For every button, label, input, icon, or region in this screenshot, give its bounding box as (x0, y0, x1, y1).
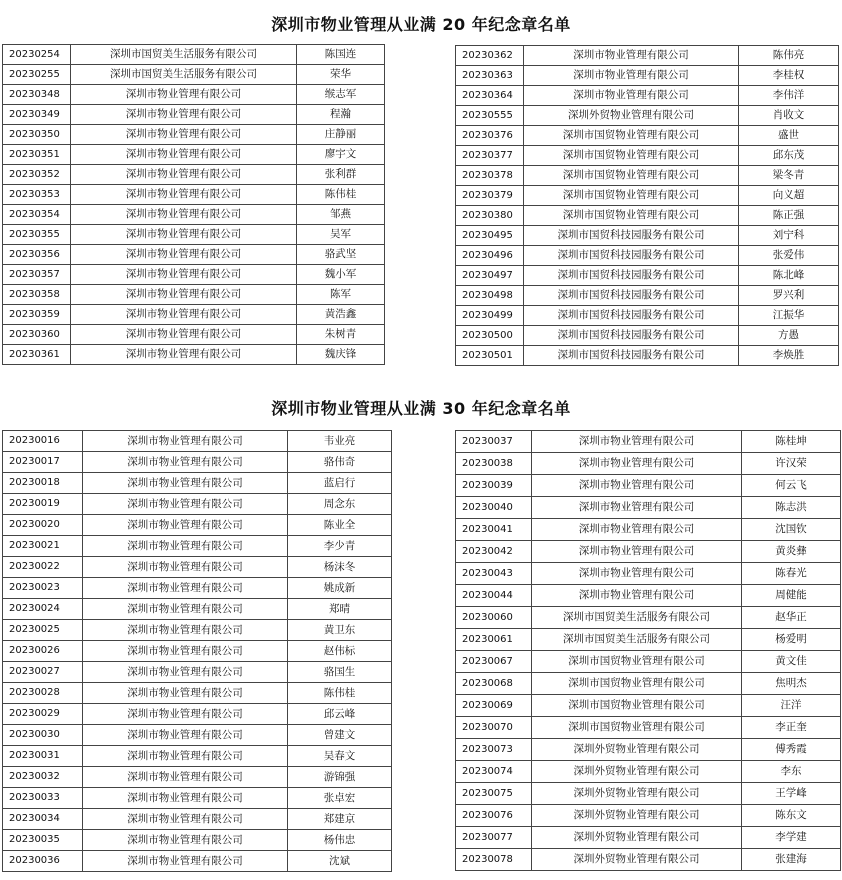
record-id: 20230027 (3, 662, 83, 683)
person-name: 陈东文 (742, 805, 841, 827)
company-name: 深圳外贸物业管理有限公司 (532, 783, 742, 805)
person-name: 郑晴 (288, 599, 392, 620)
person-name: 李焕胜 (739, 346, 839, 366)
table-row (3, 788, 392, 809)
company-name: 深圳市国贸美生活服务有限公司 (532, 629, 742, 651)
table-row (3, 85, 385, 105)
record-id: 20230061 (456, 629, 532, 651)
table-row (3, 809, 392, 830)
person-name: 李东 (742, 761, 841, 783)
record-id: 20230348 (3, 85, 71, 105)
table-row (456, 717, 841, 739)
record-id: 20230033 (3, 788, 83, 809)
table-row (3, 473, 392, 494)
table-row (456, 629, 841, 651)
person-name: 陈北峰 (739, 266, 839, 286)
table-row (456, 651, 841, 673)
company-name: 深圳市物业管理有限公司 (83, 473, 288, 494)
company-name: 深圳市物业管理有限公司 (71, 285, 297, 305)
record-id: 20230074 (456, 761, 532, 783)
table-row (3, 145, 385, 165)
person-name: 程瀚 (297, 105, 385, 125)
person-name: 陈伟桂 (288, 683, 392, 704)
record-id: 20230363 (456, 66, 524, 86)
person-name: 张利群 (297, 165, 385, 185)
record-id: 20230069 (456, 695, 532, 717)
person-name: 张爱伟 (739, 246, 839, 266)
company-name: 深圳外贸物业管理有限公司 (532, 761, 742, 783)
person-name: 李学建 (742, 827, 841, 849)
table-row (3, 452, 392, 473)
person-name: 黄浩鑫 (297, 305, 385, 325)
company-name: 深圳市国贸科技园服务有限公司 (524, 306, 739, 326)
person-name: 李伟洋 (739, 86, 839, 106)
person-name: 许汉荣 (742, 453, 841, 475)
record-id: 20230075 (456, 783, 532, 805)
company-name: 深圳市物业管理有限公司 (83, 641, 288, 662)
person-name: 焦明杰 (742, 673, 841, 695)
table-row (3, 65, 385, 85)
person-name: 骆国生 (288, 662, 392, 683)
record-id: 20230364 (456, 86, 524, 106)
record-id: 20230022 (3, 557, 83, 578)
person-name: 江振华 (739, 306, 839, 326)
record-id: 20230378 (456, 166, 524, 186)
company-name: 深圳市物业管理有限公司 (71, 345, 297, 365)
table-20-left (2, 44, 385, 365)
company-name: 深圳市物业管理有限公司 (532, 585, 742, 607)
person-name: 梁冬青 (739, 166, 839, 186)
record-id: 20230023 (3, 578, 83, 599)
record-id: 20230362 (456, 46, 524, 66)
record-id: 20230497 (456, 266, 524, 286)
record-id: 20230356 (3, 245, 71, 265)
table-row (3, 599, 392, 620)
person-name: 罗兴利 (739, 286, 839, 306)
person-name: 周健能 (742, 585, 841, 607)
person-name: 张卓宏 (288, 788, 392, 809)
person-name: 游锦强 (288, 767, 392, 788)
table-row (456, 126, 839, 146)
company-name: 深圳市国贸美生活服务有限公司 (71, 45, 297, 65)
record-id: 20230036 (3, 851, 83, 872)
record-id: 20230498 (456, 286, 524, 306)
company-name: 深圳市国贸物业管理有限公司 (532, 651, 742, 673)
company-name: 深圳市物业管理有限公司 (532, 541, 742, 563)
record-id: 20230070 (456, 717, 532, 739)
person-name: 陈志洪 (742, 497, 841, 519)
section-20-title: 深圳市物业管理从业满 20 年纪念章名单 (271, 15, 571, 34)
table-row (3, 662, 392, 683)
record-id: 20230349 (3, 105, 71, 125)
record-id: 20230078 (456, 849, 532, 871)
person-name: 周念东 (288, 494, 392, 515)
company-name: 深圳市物业管理有限公司 (83, 662, 288, 683)
table-row (456, 326, 839, 346)
company-name: 深圳市国贸美生活服务有限公司 (532, 607, 742, 629)
person-name: 廖宇文 (297, 145, 385, 165)
company-name: 深圳市物业管理有限公司 (532, 563, 742, 585)
person-name: 陈伟亮 (739, 46, 839, 66)
company-name: 深圳市物业管理有限公司 (83, 683, 288, 704)
table-row (3, 746, 392, 767)
table-row (3, 851, 392, 872)
company-name: 深圳市物业管理有限公司 (71, 325, 297, 345)
table-row (456, 585, 841, 607)
person-name: 邹燕 (297, 205, 385, 225)
record-id: 20230351 (3, 145, 71, 165)
table-row (3, 683, 392, 704)
company-name: 深圳市物业管理有限公司 (71, 85, 297, 105)
table-row (456, 346, 839, 366)
company-name: 深圳市物业管理有限公司 (71, 305, 297, 325)
table-row (456, 739, 841, 761)
person-name: 陈军 (297, 285, 385, 305)
table-row (456, 761, 841, 783)
company-name: 深圳市物业管理有限公司 (71, 225, 297, 245)
company-name: 深圳市国贸科技园服务有限公司 (524, 346, 739, 366)
record-id: 20230031 (3, 746, 83, 767)
company-name: 深圳市国贸物业管理有限公司 (524, 126, 739, 146)
record-id: 20230358 (3, 285, 71, 305)
record-id: 20230019 (3, 494, 83, 515)
table-20-right (455, 45, 839, 366)
company-name: 深圳市物业管理有限公司 (71, 105, 297, 125)
table-row (456, 849, 841, 871)
table-row (456, 186, 839, 206)
table-row (456, 106, 839, 126)
table-30-left (2, 430, 392, 872)
person-name: 陈桂坤 (742, 431, 841, 453)
record-id: 20230044 (456, 585, 532, 607)
company-name: 深圳市物业管理有限公司 (524, 46, 739, 66)
company-name: 深圳市物业管理有限公司 (532, 453, 742, 475)
record-id: 20230037 (456, 431, 532, 453)
company-name: 深圳外贸物业管理有限公司 (524, 106, 739, 126)
table-row (3, 431, 392, 452)
person-name: 汪洋 (742, 695, 841, 717)
table-row (3, 205, 385, 225)
table-row (456, 541, 841, 563)
table-30-right (455, 430, 841, 871)
record-id: 20230361 (3, 345, 71, 365)
person-name: 魏庆锋 (297, 345, 385, 365)
table-row (456, 266, 839, 286)
company-name: 深圳市物业管理有限公司 (83, 620, 288, 641)
person-name: 邱云峰 (288, 704, 392, 725)
company-name: 深圳市国贸科技园服务有限公司 (524, 246, 739, 266)
table-row (456, 206, 839, 226)
company-name: 深圳市国贸物业管理有限公司 (524, 186, 739, 206)
record-id: 20230501 (456, 346, 524, 366)
record-id: 20230359 (3, 305, 71, 325)
table-row (456, 46, 839, 66)
record-id: 20230499 (456, 306, 524, 326)
company-name: 深圳市物业管理有限公司 (83, 452, 288, 473)
person-name: 李桂权 (739, 66, 839, 86)
person-name: 吴军 (297, 225, 385, 245)
table-row (456, 86, 839, 106)
table-row (3, 325, 385, 345)
table-row (3, 830, 392, 851)
company-name: 深圳市国贸科技园服务有限公司 (524, 326, 739, 346)
table-row (456, 286, 839, 306)
record-id: 20230360 (3, 325, 71, 345)
table-row (456, 783, 841, 805)
company-name: 深圳市物业管理有限公司 (532, 475, 742, 497)
person-name: 李少青 (288, 536, 392, 557)
table-row (456, 827, 841, 849)
record-id: 20230016 (3, 431, 83, 452)
company-name: 深圳市国贸物业管理有限公司 (532, 717, 742, 739)
table-row (3, 285, 385, 305)
company-name: 深圳市物业管理有限公司 (83, 809, 288, 830)
person-name: 赵华正 (742, 607, 841, 629)
record-id: 20230068 (456, 673, 532, 695)
record-id: 20230354 (3, 205, 71, 225)
company-name: 深圳市国贸科技园服务有限公司 (524, 286, 739, 306)
company-name: 深圳市物业管理有限公司 (524, 86, 739, 106)
company-name: 深圳市国贸科技园服务有限公司 (524, 266, 739, 286)
table-row (456, 431, 841, 453)
table-row (456, 453, 841, 475)
company-name: 深圳市物业管理有限公司 (71, 205, 297, 225)
record-id: 20230028 (3, 683, 83, 704)
table-row (3, 578, 392, 599)
table-row (3, 345, 385, 365)
person-name: 姚成新 (288, 578, 392, 599)
record-id: 20230376 (456, 126, 524, 146)
table-row (3, 704, 392, 725)
person-name: 杨伟忠 (288, 830, 392, 851)
table-row (456, 497, 841, 519)
record-id: 20230039 (456, 475, 532, 497)
table-row (3, 536, 392, 557)
table-row (456, 166, 839, 186)
person-name: 黄文佳 (742, 651, 841, 673)
table-row (456, 475, 841, 497)
record-id: 20230496 (456, 246, 524, 266)
company-name: 深圳市国贸物业管理有限公司 (524, 146, 739, 166)
company-name: 深圳市物业管理有限公司 (532, 519, 742, 541)
record-id: 20230067 (456, 651, 532, 673)
person-name: 魏小军 (297, 265, 385, 285)
person-name: 刘宁科 (739, 226, 839, 246)
company-name: 深圳外贸物业管理有限公司 (532, 827, 742, 849)
record-id: 20230255 (3, 65, 71, 85)
table-row (3, 494, 392, 515)
record-id: 20230018 (3, 473, 83, 494)
company-name: 深圳市国贸物业管理有限公司 (532, 673, 742, 695)
person-name: 缑志军 (297, 85, 385, 105)
company-name: 深圳市物业管理有限公司 (83, 431, 288, 452)
record-id: 20230355 (3, 225, 71, 245)
section-30-title: 深圳市物业管理从业满 30 年纪念章名单 (271, 399, 571, 418)
person-name: 骆武坚 (297, 245, 385, 265)
table-row (456, 805, 841, 827)
company-name: 深圳市物业管理有限公司 (524, 66, 739, 86)
person-name: 朱树青 (297, 325, 385, 345)
record-id: 20230042 (456, 541, 532, 563)
company-name: 深圳市物业管理有限公司 (71, 185, 297, 205)
table-row (456, 519, 841, 541)
company-name: 深圳市物业管理有限公司 (83, 515, 288, 536)
company-name: 深圳外贸物业管理有限公司 (532, 805, 742, 827)
company-name: 深圳市物业管理有限公司 (83, 788, 288, 809)
table-row (456, 673, 841, 695)
record-id: 20230077 (456, 827, 532, 849)
table-row (3, 105, 385, 125)
person-name: 邱东茂 (739, 146, 839, 166)
record-id: 20230254 (3, 45, 71, 65)
table-row (3, 45, 385, 65)
person-name: 肖收文 (739, 106, 839, 126)
record-id: 20230034 (3, 809, 83, 830)
person-name: 郑建京 (288, 809, 392, 830)
record-id: 20230555 (456, 106, 524, 126)
record-id: 20230026 (3, 641, 83, 662)
record-id: 20230357 (3, 265, 71, 285)
record-id: 20230379 (456, 186, 524, 206)
record-id: 20230040 (456, 497, 532, 519)
company-name: 深圳市国贸物业管理有限公司 (524, 166, 739, 186)
person-name: 陈伟桂 (297, 185, 385, 205)
table-row (3, 725, 392, 746)
company-name: 深圳市物业管理有限公司 (83, 704, 288, 725)
table-row (456, 146, 839, 166)
record-id: 20230353 (3, 185, 71, 205)
record-id: 20230377 (456, 146, 524, 166)
record-id: 20230035 (3, 830, 83, 851)
person-name: 黄卫东 (288, 620, 392, 641)
person-name: 盛世 (739, 126, 839, 146)
company-name: 深圳市物业管理有限公司 (71, 165, 297, 185)
record-id: 20230017 (3, 452, 83, 473)
company-name: 深圳市物业管理有限公司 (83, 767, 288, 788)
record-id: 20230495 (456, 226, 524, 246)
record-id: 20230041 (456, 519, 532, 541)
table-row (3, 165, 385, 185)
person-name: 杨爱明 (742, 629, 841, 651)
company-name: 深圳市物业管理有限公司 (532, 497, 742, 519)
person-name: 庄静丽 (297, 125, 385, 145)
person-name: 陈春光 (742, 563, 841, 585)
record-id: 20230076 (456, 805, 532, 827)
table-row (456, 246, 839, 266)
table-row (456, 695, 841, 717)
record-id: 20230020 (3, 515, 83, 536)
table-row (3, 265, 385, 285)
table-row (3, 225, 385, 245)
table-row (3, 185, 385, 205)
table-row (456, 306, 839, 326)
person-name: 杨沫冬 (288, 557, 392, 578)
person-name: 荣华 (297, 65, 385, 85)
company-name: 深圳外贸物业管理有限公司 (532, 849, 742, 871)
table-row (456, 607, 841, 629)
company-name: 深圳市物业管理有限公司 (83, 578, 288, 599)
person-name: 沈斌 (288, 851, 392, 872)
person-name: 黄炎彝 (742, 541, 841, 563)
person-name: 陈业全 (288, 515, 392, 536)
table-row (456, 66, 839, 86)
company-name: 深圳市物业管理有限公司 (71, 265, 297, 285)
person-name: 张建海 (742, 849, 841, 871)
company-name: 深圳市国贸物业管理有限公司 (524, 206, 739, 226)
person-name: 方愚 (739, 326, 839, 346)
company-name: 深圳市物业管理有限公司 (83, 557, 288, 578)
person-name: 陈国连 (297, 45, 385, 65)
company-name: 深圳市物业管理有限公司 (83, 746, 288, 767)
company-name: 深圳市物业管理有限公司 (71, 245, 297, 265)
company-name: 深圳市物业管理有限公司 (83, 536, 288, 557)
table-row (3, 557, 392, 578)
person-name: 韦业亮 (288, 431, 392, 452)
company-name: 深圳市物业管理有限公司 (83, 851, 288, 872)
person-name: 向义超 (739, 186, 839, 206)
company-name: 深圳市国贸美生活服务有限公司 (71, 65, 297, 85)
company-name: 深圳市物业管理有限公司 (83, 830, 288, 851)
table-row (3, 305, 385, 325)
person-name: 蓝启行 (288, 473, 392, 494)
record-id: 20230043 (456, 563, 532, 585)
record-id: 20230021 (3, 536, 83, 557)
table-row (3, 641, 392, 662)
person-name: 傅秀霞 (742, 739, 841, 761)
record-id: 20230032 (3, 767, 83, 788)
company-name: 深圳外贸物业管理有限公司 (532, 739, 742, 761)
record-id: 20230352 (3, 165, 71, 185)
record-id: 20230060 (456, 607, 532, 629)
record-id: 20230350 (3, 125, 71, 145)
person-name: 赵伟标 (288, 641, 392, 662)
company-name: 深圳市物业管理有限公司 (71, 125, 297, 145)
company-name: 深圳市物业管理有限公司 (83, 494, 288, 515)
record-id: 20230380 (456, 206, 524, 226)
record-id: 20230073 (456, 739, 532, 761)
person-name: 曾建文 (288, 725, 392, 746)
record-id: 20230024 (3, 599, 83, 620)
person-name: 李正奎 (742, 717, 841, 739)
table-row (456, 226, 839, 246)
company-name: 深圳市国贸科技园服务有限公司 (524, 226, 739, 246)
table-row (3, 767, 392, 788)
table-row (456, 563, 841, 585)
table-row (3, 125, 385, 145)
record-id: 20230025 (3, 620, 83, 641)
person-name: 沈国钦 (742, 519, 841, 541)
table-row (3, 245, 385, 265)
person-name: 陈正强 (739, 206, 839, 226)
company-name: 深圳市物业管理有限公司 (71, 145, 297, 165)
person-name: 骆伟奇 (288, 452, 392, 473)
person-name: 何云飞 (742, 475, 841, 497)
record-id: 20230030 (3, 725, 83, 746)
table-row (3, 515, 392, 536)
record-id: 20230029 (3, 704, 83, 725)
person-name: 王学峰 (742, 783, 841, 805)
company-name: 深圳市物业管理有限公司 (532, 431, 742, 453)
record-id: 20230038 (456, 453, 532, 475)
record-id: 20230500 (456, 326, 524, 346)
table-row (3, 620, 392, 641)
company-name: 深圳市物业管理有限公司 (83, 599, 288, 620)
company-name: 深圳市国贸物业管理有限公司 (532, 695, 742, 717)
person-name: 吴春文 (288, 746, 392, 767)
company-name: 深圳市物业管理有限公司 (83, 725, 288, 746)
